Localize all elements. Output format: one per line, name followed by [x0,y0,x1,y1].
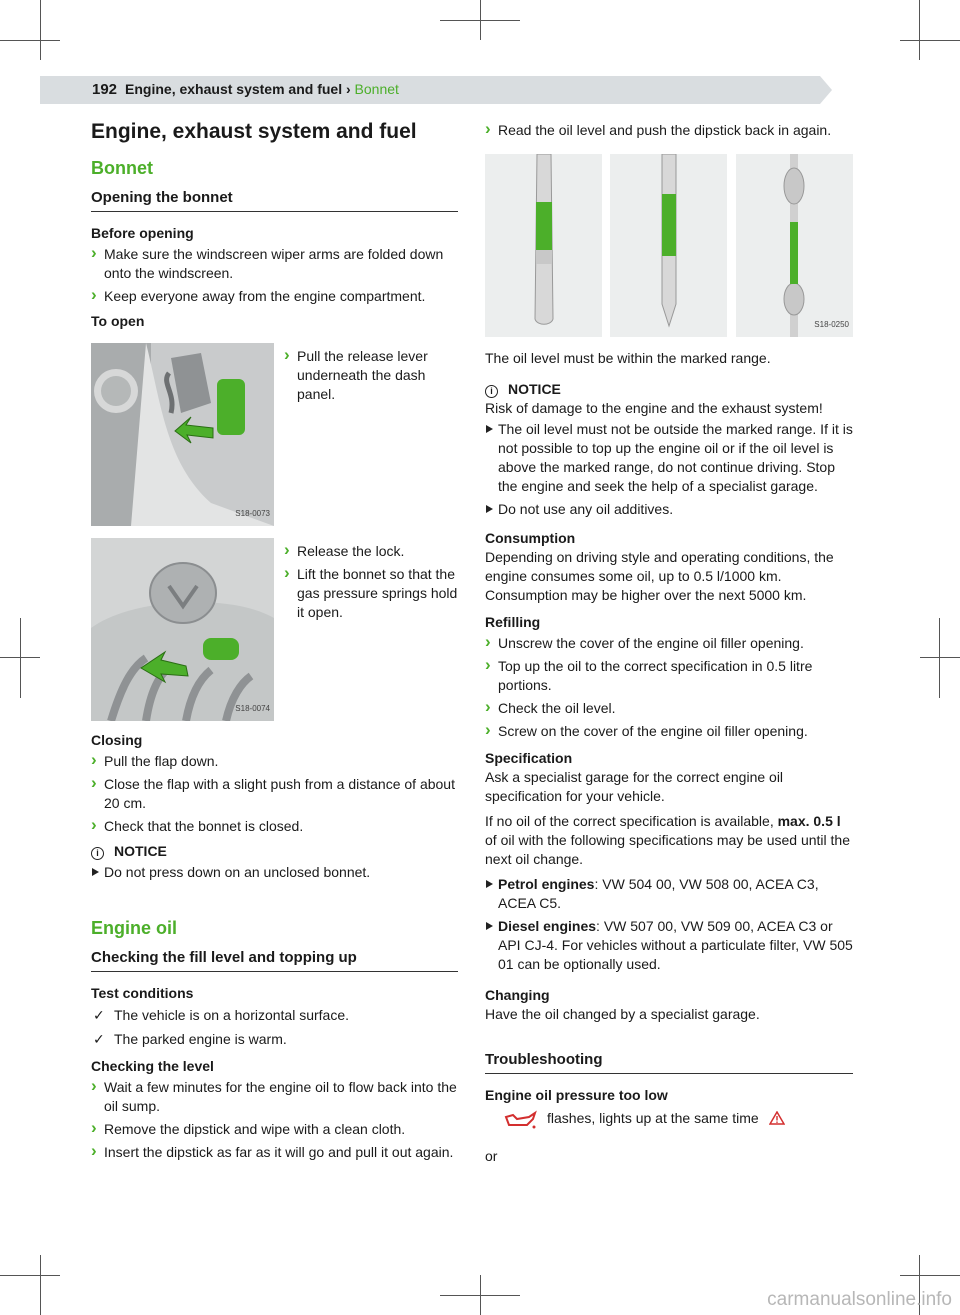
figure-release-lock [91,538,274,721]
warning-triangle-icon [769,1111,785,1125]
label-oil-pressure: Engine oil pressure too low [485,1087,668,1103]
figure-code: S18-0074 [235,704,270,713]
dipstick-illustration [736,154,853,337]
crop-mark [919,0,920,60]
page-title: Engine, exhaust system and fuel [91,120,417,143]
release-lever-illustration [91,343,274,526]
left-column [91,118,458,1166]
step-item: › Screw on the cover of the engine oil filler opening. [485,722,853,741]
subsection-opening: Opening the bonnet [91,188,458,212]
spec-petrol: Petrol engines: VW 504 00, VW 508 00, ACEA C3, ACEA C5. [485,875,853,913]
specification-text: Ask a specialist garage for the correct engine oil specification for your vehicle. [485,769,784,804]
crop-mark [40,1255,41,1315]
bonnet-lock-illustration [91,538,274,721]
crop-mark [40,0,41,60]
crop-mark [939,618,940,698]
info-icon: i [91,847,104,860]
changing-text: Have the oil changed by a specialist garage. [485,1006,760,1022]
oil-range-text: The oil level must be within the marked range. [485,350,771,366]
crop-mark [20,618,21,698]
step-item: › Insert the dipstick as far as it will go and pull it out again. [91,1143,458,1162]
header-breadcrumb [92,81,399,98]
crop-mark [440,1295,520,1296]
breadcrumb-chapter: Engine, exhaust system and fuel › [125,81,355,97]
figure-release-lever [91,343,274,526]
warning-text: flashes, lights up at the same time [547,1110,759,1126]
step-item: › Make sure the windscreen wiper arms are folded down onto the windscreen. [91,245,458,283]
or-text: or [485,1148,498,1164]
figure-row-release-lever [91,343,458,526]
notice-intro: Risk of damage to the engine and the exhaust system! [485,400,823,416]
condition-item: ✓ The parked engine is warm. [91,1030,458,1049]
section-bonnet: Bonnet [91,158,153,178]
crop-mark [900,1275,960,1276]
dipstick-panel-1 [485,154,602,337]
crop-mark [0,40,60,41]
oil-pressure-warning [485,1109,853,1135]
label-closing: Closing [91,732,143,748]
step-item: › Close the flap with a slight push from a distance of about 20 cm. [91,775,458,813]
dipstick-illustration [485,154,602,337]
label-test-conditions: Test conditions [91,985,194,1001]
label-changing: Changing [485,987,550,1003]
step-item: › Check the oil level. [485,699,853,718]
step-item: › Unscrew the cover of the engine oil filler opening. [485,634,853,653]
condition-item: ✓ The vehicle is on a horizontal surface. [91,1006,458,1025]
section-troubleshooting: Troubleshooting [485,1050,853,1074]
crop-mark [0,657,40,658]
step-item: › Pull the release lever underneath the dash panel. [284,347,458,404]
step-item: › Release the lock. [284,542,458,561]
oil-can-icon [503,1109,537,1131]
header-arrow [820,76,832,104]
crop-mark [440,20,520,21]
crop-mark [900,40,960,41]
label-refilling: Refilling [485,614,541,630]
figure-code: S18-0073 [235,509,270,518]
notice-heading: i NOTICE [91,842,458,861]
label-to-open: To open [91,313,145,329]
figure-row-release-lock [91,538,458,721]
crop-mark [0,1275,60,1276]
step-item: › Remove the dipstick and wipe with a clean cloth. [91,1120,458,1139]
dipstick-panel-3 [736,154,853,337]
figure-dipsticks [485,154,853,337]
step-item: › Keep everyone away from the engine compartment. [91,287,458,306]
breadcrumb-section[interactable]: Bonnet [354,81,399,97]
step-item: › Wait a few minutes for the engine oil to flow back into the oil sump. [91,1078,458,1116]
spec-diesel: Diesel engines: VW 507 00, VW 509 00, ACEA C3 or API CJ-4. For vehicles without a particulate filter, VW 505 01 can be optionally used. [485,917,853,974]
notice-item: The oil level must not be outside the marked range. If it is not possible to top up the engine oil or if the oil level is above the marked range, do not continue driving. Stop the engine and seek the help of a specialist garage. [485,420,853,496]
right-column [485,119,853,1166]
page-number: 192 [92,81,118,98]
watermark: carmanualsonline.info [767,1289,952,1310]
label-checking-level: Checking the level [91,1058,214,1074]
dipstick-panel-2 [610,154,727,337]
subsection-checking: Checking the fill level and topping up [91,948,458,972]
notice-item: Do not use any oil additives. [485,500,853,519]
step-item: › Lift the bonnet so that the gas pressure springs hold it open. [284,565,458,622]
label-consumption: Consumption [485,530,576,546]
label-before-opening: Before opening [91,225,194,241]
notice-heading: i NOTICE [485,380,853,399]
crop-mark [920,657,960,658]
consumption-text: Depending on driving style and operating conditions, the engine consumes some oil, up to 0.5 l/1000 km. Consumption may be higher over the next 5000 km. [485,549,834,603]
step-item: › Read the oil level and push the dipstick back in again. [485,121,853,140]
step-item: › Check that the bonnet is closed. [91,817,458,836]
info-icon: i [485,385,498,398]
notice-item: Do not press down on an unclosed bonnet. [91,863,458,882]
step-item: › Top up the oil to the correct specification in 0.5 litre portions. [485,657,853,695]
step-item: › Pull the flap down. [91,752,458,771]
figure-code: S18-0250 [814,320,849,329]
dipstick-illustration [610,154,727,337]
specification-text-2: If no oil of the correct specification is available, max. 0.5 l of oil with the following specifications may be used until the next oil change. [485,813,850,867]
label-specification: Specification [485,750,573,766]
section-engine-oil: Engine oil [91,918,178,938]
